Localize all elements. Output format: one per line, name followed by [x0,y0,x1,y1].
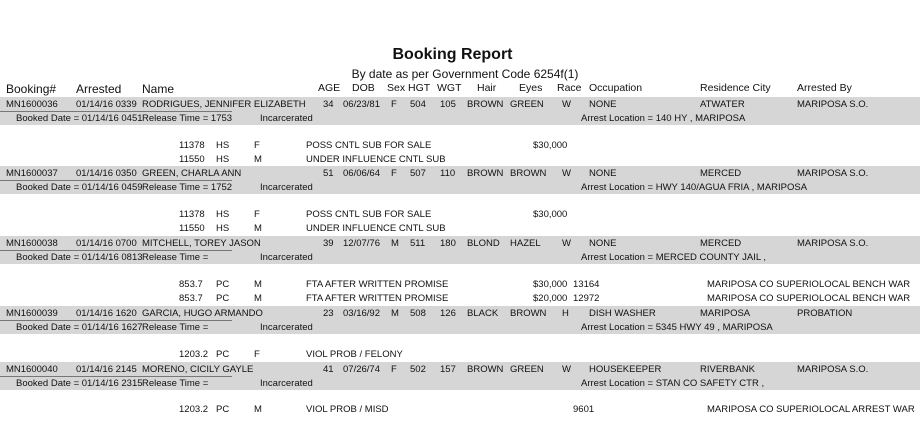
charge-code: 1203.2 [179,404,209,415]
person-height: 511 [410,238,426,249]
header-name: Name [142,82,175,96]
person-name: GREEN, CHARLA ANN [142,168,242,179]
person-occupation: NONE [589,168,617,179]
person-dob: 12/07/76 [343,238,380,249]
person-dob: 03/16/92 [343,308,380,319]
row-divider [0,320,232,321]
charge-code: 853.7 [179,279,203,290]
arresting-agency: MARIPOSA S.O. [797,238,869,249]
charge-code: 11550 [179,154,205,165]
bail-amount: $30,000 [533,209,568,220]
court-name: MARIPOSA CO SUPERIO [707,279,819,290]
person-name: MITCHELL, TOREY JASON [142,238,261,249]
charge-type: PC [216,349,230,360]
charge-level: F [254,140,260,151]
bail-amount: $30,000 [533,140,568,151]
person-age: 51 [323,168,334,179]
release-time: Release Time = [142,252,209,263]
person-age: 41 [323,364,334,375]
bail-amount: $30,000 [533,279,568,290]
charge-description: UNDER INFLUENCE CNTL SUB [306,154,446,165]
header-eyes: Eyes [519,82,543,94]
person-hair: BLOND [467,238,500,249]
charge-level: M [254,404,262,415]
residence-city: ATWATER [700,99,745,110]
booking-number: MN1600037 [6,168,58,179]
person-name: RODRIGUES, JENNIFER ELIZABETH [142,99,306,110]
person-hair: BROWN [467,364,504,375]
header-occupation: Occupation [589,82,643,94]
person-race: W [562,238,571,249]
arrest-datetime: 01/14/16 1620 [76,308,137,319]
arrest-location: Arrest Location = 5345 HWY 49 , MARIPOSA [581,322,773,333]
booking-number: MN1600039 [6,308,58,319]
booked-date: Booked Date = 01/14/16 2315 [16,378,143,389]
person-occupation: NONE [589,99,617,110]
person-race: W [562,99,571,110]
charge-description: UNDER INFLUENCE CNTL SUB [306,223,446,234]
charge-code: 853.7 [179,293,203,304]
person-eyes: GREEN [510,364,544,375]
charge-code: 1203.2 [179,349,209,360]
person-hair: BROWN [467,168,504,179]
charge-level: M [254,279,262,290]
person-height: 502 [410,364,426,375]
header-booking: Booking# [6,82,57,96]
charge-level: M [254,293,262,304]
warrant-type: LOCAL ARREST WAR [819,404,915,415]
person-age: 39 [323,238,334,249]
person-weight: 126 [440,308,456,319]
person-race: W [562,168,571,179]
release-time: Release Time = 1753 [142,113,233,124]
booked-date: Booked Date = 01/14/16 0459 [16,182,143,193]
header-arrested: Arrested [76,82,122,96]
person-hair: BROWN [467,99,504,110]
residence-city: MERCED [700,238,742,249]
person-sex: F [391,99,397,110]
person-eyes: BROWN [510,308,547,319]
custody-status: Incarcerated [260,113,313,124]
arresting-agency: MARIPOSA S.O. [797,168,869,179]
arrest-datetime: 01/14/16 0339 [76,99,137,110]
person-eyes: GREEN [510,99,544,110]
booked-date: Booked Date = 01/14/16 1627 [16,322,143,333]
arrest-datetime: 01/14/16 2145 [76,364,137,375]
person-sex: M [391,238,399,249]
charge-type: HS [216,223,230,234]
person-age: 23 [323,308,334,319]
person-dob: 07/26/74 [343,364,380,375]
header-dob: DOB [352,82,375,94]
arresting-agency: PROBATION [797,308,853,319]
person-weight: 105 [440,99,456,110]
person-occupation: HOUSEKEEPER [589,364,662,375]
court-name: MARIPOSA CO SUPERIO [707,293,819,304]
warrant-type: LOCAL BENCH WAR [819,279,911,290]
header-sex: Sex [387,82,406,94]
row-divider [0,111,232,112]
header-wgt: WGT [437,82,462,94]
person-weight: 110 [440,168,456,179]
custody-status: Incarcerated [260,378,313,389]
warrant-number: 13164 [573,279,600,290]
warrant-number: 9601 [573,404,595,415]
person-height: 504 [410,99,426,110]
charge-description: POSS CNTL SUB FOR SALE [306,140,432,151]
person-race: H [562,308,569,319]
bail-amount: $20,000 [533,293,568,304]
person-sex: F [391,364,397,375]
residence-city: MARIPOSA [700,308,751,319]
booking-number: MN1600040 [6,364,58,375]
charge-type: PC [216,293,230,304]
person-age: 34 [323,99,334,110]
person-race: W [562,364,571,375]
arrest-location: Arrest Location = STAN CO SAFETY CTR , [581,378,765,389]
charge-level: M [254,154,262,165]
header-age: AGE [318,82,341,94]
report-subtitle: By date as per Government Code 6254f(1) [351,67,579,81]
person-dob: 06/23/81 [343,99,380,110]
arrest-datetime: 01/14/16 0700 [76,238,137,249]
charge-code: 11378 [179,140,205,151]
report-title: Booking Report [392,46,513,63]
charge-type: HS [216,140,230,151]
charge-code: 11550 [179,223,205,234]
person-sex: M [391,308,399,319]
court-name: MARIPOSA CO SUPERIO [707,404,819,415]
charge-description: FTA AFTER WRITTEN PROMISE [306,293,449,304]
header-residence: Residence City [700,82,771,94]
arrest-location: Arrest Location = 140 HY , MARIPOSA [581,113,746,124]
charge-code: 11378 [179,209,205,220]
header-race: Race [557,82,582,94]
person-name: GARCIA, HUGO ARMANDO [142,308,263,319]
arrest-location: Arrest Location = HWY 140/AGUA FRIA , MARIPOSA [581,182,808,193]
person-eyes: BROWN [510,168,547,179]
row-divider [0,180,232,181]
person-occupation: DISH WASHER [589,308,656,319]
person-eyes: HAZEL [510,238,541,249]
booked-date: Booked Date = 01/14/16 0813 [16,252,143,263]
release-time: Release Time = [142,322,209,333]
release-time: Release Time = 1752 [142,182,233,193]
charge-level: F [254,349,260,360]
row-divider [0,250,232,251]
release-time: Release Time = [142,378,209,389]
charge-type: HS [216,154,230,165]
charge-description: VIOL PROB / MISD [306,404,389,415]
warrant-type: LOCAL BENCH WAR [819,293,911,304]
person-hair: BLACK [467,308,499,319]
arrest-location: Arrest Location = MERCED COUNTY JAIL , [581,252,767,263]
charge-level: F [254,209,260,220]
person-weight: 180 [440,238,456,249]
person-height: 507 [410,168,426,179]
booking-number: MN1600036 [6,99,58,110]
person-weight: 157 [440,364,456,375]
custody-status: Incarcerated [260,322,313,333]
charge-description: POSS CNTL SUB FOR SALE [306,209,432,220]
header-hair: Hair [477,82,497,94]
person-height: 508 [410,308,426,319]
booking-number: MN1600038 [6,238,58,249]
person-occupation: NONE [589,238,617,249]
charge-type: HS [216,209,230,220]
charge-description: FTA AFTER WRITTEN PROMISE [306,279,449,290]
residence-city: MERCED [700,168,742,179]
header-arrested-by: Arrested By [797,82,852,94]
residence-city: RIVERBANK [700,364,755,375]
arresting-agency: MARIPOSA S.O. [797,364,869,375]
person-name: MORENO, CICILY GAYLE [142,364,254,375]
custody-status: Incarcerated [260,182,313,193]
charge-level: M [254,223,262,234]
header-hgt: HGT [408,82,431,94]
charge-type: PC [216,279,230,290]
arrest-datetime: 01/14/16 0350 [76,168,137,179]
arresting-agency: MARIPOSA S.O. [797,99,869,110]
warrant-number: 12972 [573,293,600,304]
person-dob: 06/06/64 [343,168,380,179]
custody-status: Incarcerated [260,252,313,263]
charge-description: VIOL PROB / FELONY [306,349,403,360]
charge-type: PC [216,404,230,415]
booked-date: Booked Date = 01/14/16 0451 [16,113,143,124]
person-sex: F [391,168,397,179]
row-divider [0,376,232,377]
